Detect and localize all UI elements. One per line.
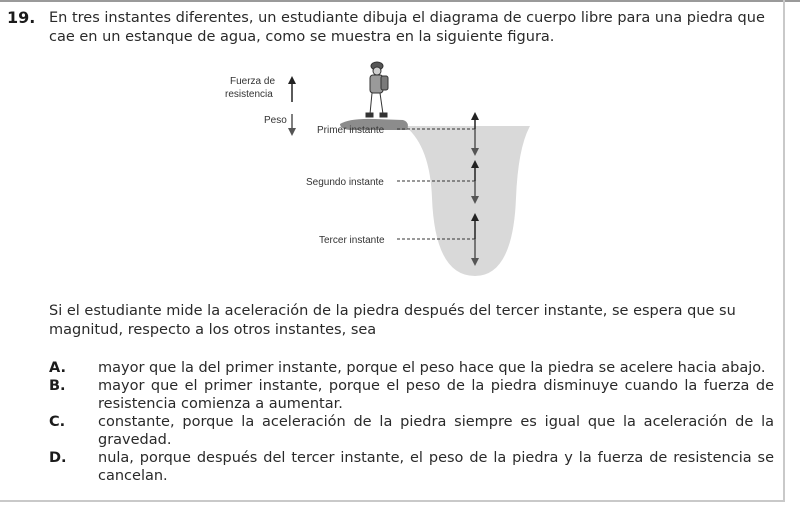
label-third-instant: Tercer instante (319, 235, 385, 246)
legend-weight-label: Peso (264, 115, 287, 126)
option-letter: B. (49, 378, 66, 394)
legend-up-arrow-icon (288, 76, 296, 102)
option-text: constante, porque la aceleración de la piedra siempre es igual que la aceleración de la gravedad. (98, 414, 774, 448)
question-number: 19. (7, 8, 36, 27)
legend-resistance-label-2: resistencia (225, 89, 273, 100)
free-body-figure (200, 58, 560, 280)
option-d[interactable] (49, 449, 774, 485)
option-letter: A. (49, 360, 66, 376)
option-letter: C. (49, 414, 66, 430)
hiker-icon (366, 62, 388, 117)
option-c[interactable] (49, 413, 774, 449)
option-a[interactable] (49, 359, 774, 377)
legend-down-arrow-icon (288, 114, 296, 136)
option-b[interactable] (49, 377, 774, 413)
option-text: mayor que la del primer instante, porque el peso hace que la piedra se acelere hacia abajo. (98, 360, 766, 376)
option-text: nula, porque después del tercer instante, el peso de la piedra y la fuerza de resistencia se cancelan. (98, 450, 774, 484)
option-text: mayor que el primer instante, porque el peso de la piedra disminuye cuando la fuerza de resistencia comienza a aumentar. (98, 378, 774, 412)
question-prompt: Si el estudiante mide la aceleración de la piedra después del tercer instante, se espera que su magnitud, respecto a los otros instantes, sea (49, 303, 736, 338)
label-first-instant: Primer instante (317, 125, 385, 136)
answer-options (49, 359, 774, 485)
label-second-instant: Segundo instante (306, 177, 384, 188)
option-letter: D. (49, 450, 67, 466)
question-stem: En tres instantes diferentes, un estudiante dibuja el diagrama de cuerpo libre para una piedra que cae en un estanque de agua, como se muestra en la siguiente figura. (49, 10, 765, 45)
legend-resistance-label-1: Fuerza de (230, 76, 276, 87)
pond-water (405, 126, 530, 276)
